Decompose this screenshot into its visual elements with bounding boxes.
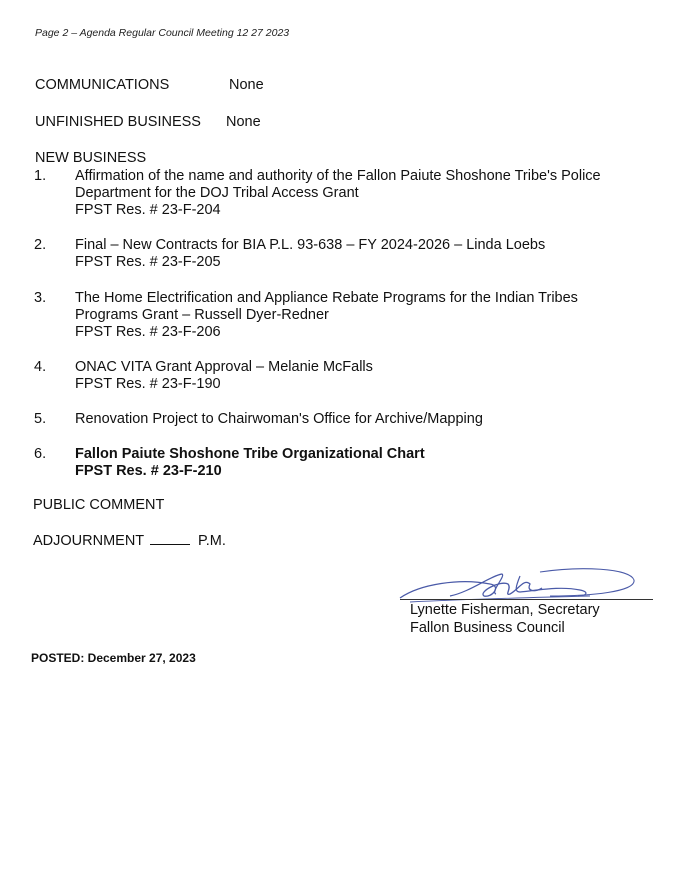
item-number: 6.	[34, 446, 47, 462]
new-business-label: NEW BUSINESS	[35, 150, 147, 166]
adjournment-time-blank	[150, 532, 190, 545]
item-number: 1.	[34, 168, 47, 184]
item-resolution: FPST Res. # 23-F-206	[75, 324, 221, 340]
adjournment-suffix: P.M.	[197, 533, 226, 549]
item-number: 3.	[34, 290, 47, 306]
posted-date: POSTED: December 27, 2023	[31, 651, 196, 665]
item-line: The Home Electrification and Appliance Rebate Programs for the Indian Tribes	[75, 290, 578, 306]
item-line: ONAC VITA Grant Approval – Melanie McFalls	[75, 359, 373, 375]
communications-value: None	[229, 77, 264, 93]
item-number: 2.	[34, 237, 47, 253]
item-resolution: FPST Res. # 23-F-204	[75, 202, 221, 218]
adjournment-line	[33, 532, 226, 549]
item-line: Renovation Project to Chairwoman's Office for Archive/Mapping	[75, 411, 483, 427]
adjournment-label: ADJOURNMENT	[33, 533, 144, 549]
item-resolution: FPST Res. # 23-F-190	[75, 376, 221, 392]
council-name: Fallon Business Council	[410, 620, 565, 636]
public-comment-label: PUBLIC COMMENT	[33, 497, 165, 513]
item-number: 4.	[34, 359, 47, 375]
item-line: Programs Grant – Russell Dyer-Redner	[75, 307, 329, 323]
item-line: Affirmation of the name and authority of the Fallon Paiute Shoshone Tribe's Police	[75, 168, 601, 184]
item-resolution: FPST Res. # 23-F-210	[75, 463, 222, 479]
item-line: Fallon Paiute Shoshone Tribe Organizational Chart	[75, 446, 425, 462]
page-header: Page 2 – Agenda Regular Council Meeting 12 27 2023	[35, 27, 290, 39]
secretary-name-title: Lynette Fisherman, Secretary	[410, 602, 600, 618]
item-line: Final – New Contracts for BIA P.L. 93-638 – FY 2024-2026 – Linda Loebs	[75, 237, 546, 253]
unfinished-business-label: UNFINISHED BUSINESS	[35, 114, 201, 130]
signature-line	[400, 599, 653, 600]
unfinished-business-value: None	[226, 114, 261, 130]
item-line: Department for the DOJ Tribal Access Grant	[75, 185, 359, 201]
item-resolution: FPST Res. # 23-F-205	[75, 254, 221, 270]
item-number: 5.	[34, 411, 47, 427]
communications-label: COMMUNICATIONS	[35, 77, 170, 93]
